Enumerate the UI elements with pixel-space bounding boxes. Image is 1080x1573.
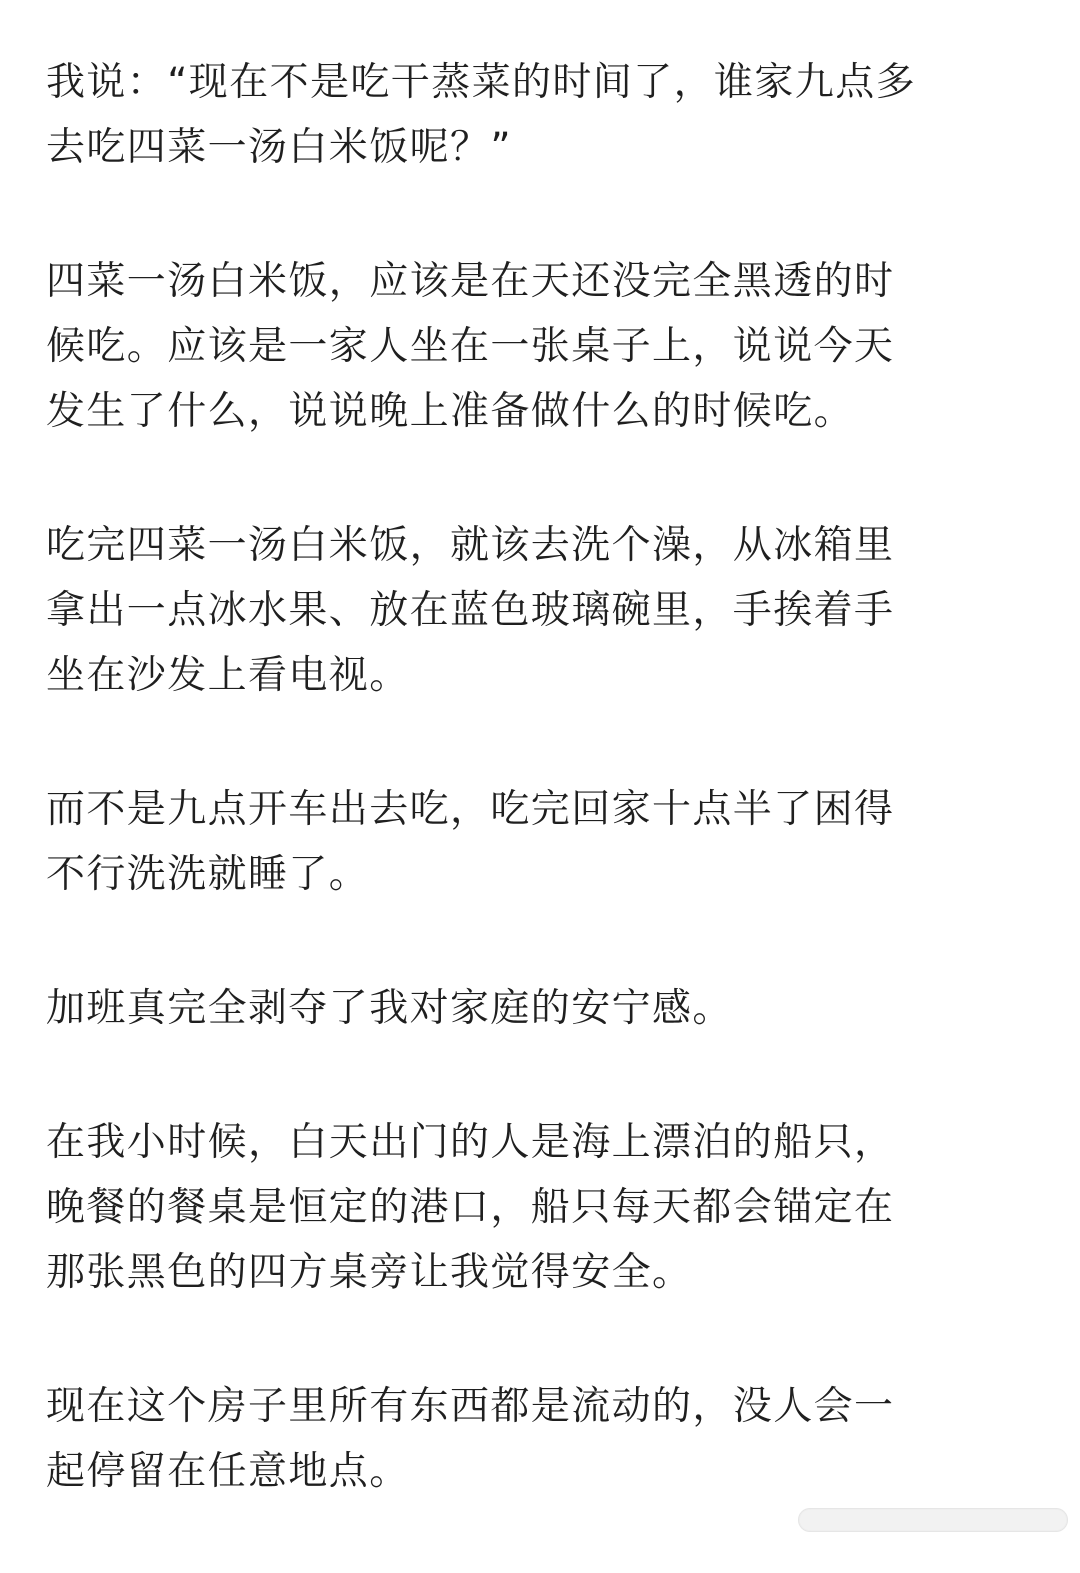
- watermark-bar: [798, 1508, 1068, 1532]
- paragraph-line: 晚餐的餐桌是恒定的港口，船只每天都会锚定在: [46, 1185, 895, 1230]
- paragraph-line: 坐在沙发上看电视。: [46, 653, 410, 698]
- paragraph-5: [46, 976, 1046, 1041]
- paragraph-line: 四菜一汤白米饭，应该是在天还没完全黑透的时: [46, 259, 895, 304]
- paragraph-7: [46, 1374, 1046, 1504]
- paragraph-line: 现在这个房子里所有东西都是流动的，没人会一: [46, 1384, 895, 1429]
- paragraph-line: 起停留在任意地点。: [46, 1449, 410, 1494]
- paragraph-4: [46, 777, 1046, 907]
- paragraph-line: 那张黑色的四方桌旁让我觉得安全。: [46, 1250, 693, 1295]
- paragraph-line: 发生了什么，说说晚上准备做什么的时候吃。: [46, 389, 855, 434]
- paragraph-1: [46, 50, 1046, 180]
- paragraph-line: 吃完四菜一汤白米饭，就该去洗个澡，从冰箱里: [46, 523, 895, 568]
- article-body: [46, 50, 1046, 1573]
- paragraph-line: 拿出一点冰水果、放在蓝色玻璃碗里，手挨着手: [46, 588, 895, 633]
- paragraph-3: [46, 513, 1046, 708]
- paragraph-2: [46, 249, 1046, 444]
- paragraph-line: 候吃。应该是一家人坐在一张桌子上，说说今天: [46, 324, 895, 369]
- paragraph-line: 在我小时候，白天出门的人是海上漂泊的船只，: [46, 1120, 895, 1165]
- paragraph-line: 不行洗洗就睡了。: [46, 852, 370, 897]
- paragraph-line: 而不是九点开车出去吃，吃完回家十点半了困得: [46, 787, 895, 832]
- paragraph-line: 加班真完全剥夺了我对家庭的安宁感。: [46, 986, 733, 1031]
- paragraph-line: 去吃四菜一汤白米饭呢？”: [46, 125, 513, 170]
- paragraph-line: 我说：“现在不是吃干蒸菜的时间了，谁家九点多: [46, 60, 917, 105]
- paragraph-6: [46, 1110, 1046, 1305]
